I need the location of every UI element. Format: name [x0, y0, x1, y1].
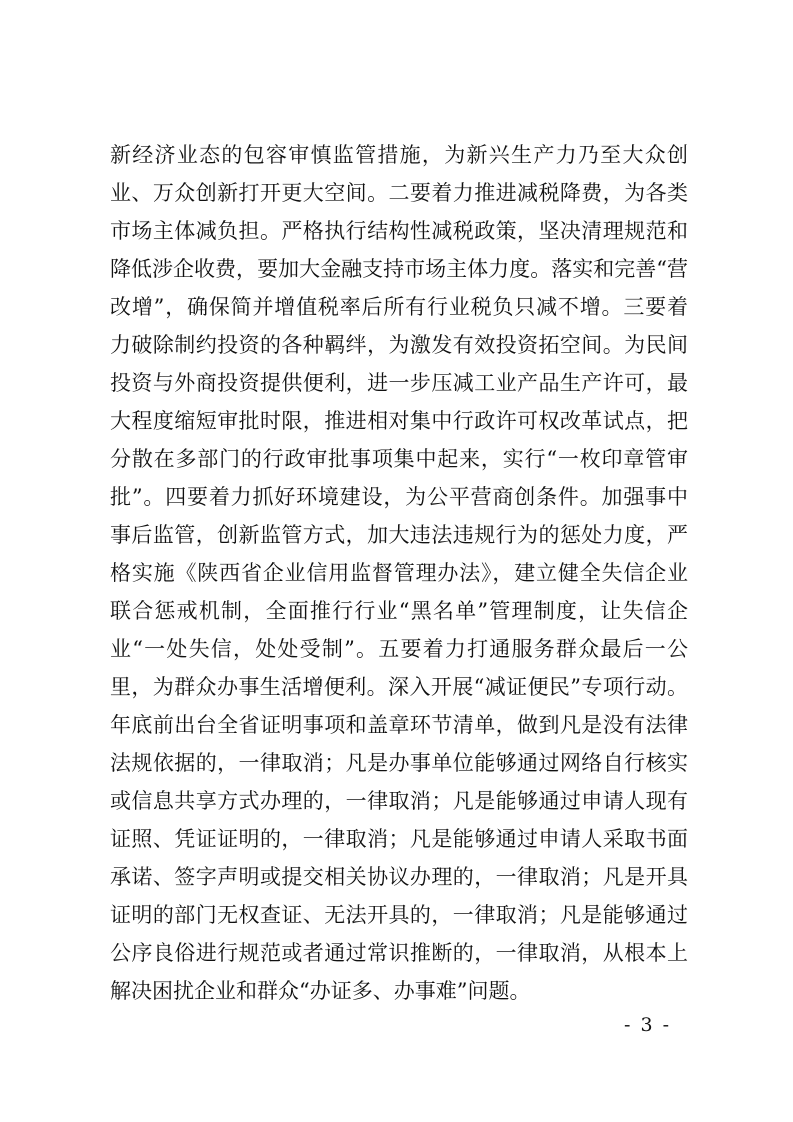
text-line: 投资与外商投资提供便利，进一步压减工业产品生产许可，最: [110, 371, 688, 395]
text-line: 事后监管，创新监管方式，加大违法违规行为的惩处力度，严: [110, 523, 688, 547]
text-line: 批”。四要着力抓好环境建设，为公平营商创条件。加强事中: [110, 485, 688, 509]
text-line: 证明的部门无权查证、无法开具的，一律取消；凡是能够通过: [110, 903, 688, 927]
text-line: 年底前出台全省证明事项和盖章环节清单，做到凡是没有法律: [110, 713, 688, 737]
text-line: 法规依据的，一律取消；凡是办事单位能够通过网络自行核实: [110, 751, 688, 775]
text-line: 分散在多部门的行政审批事项集中起来，实行“一枚印章管审: [110, 447, 688, 471]
text-line: 大程度缩短审批时限，推进相对集中行政许可权改革试点，把: [110, 409, 688, 433]
text-line: 力破除制约投资的各种羁绊，为激发有效投资拓空间。为民间: [110, 333, 688, 357]
text-line: 改增”，确保简并增值税率后所有行业税负只减不增。三要着: [110, 295, 688, 319]
text-line: 承诺、签字声明或提交相关协议办理的，一律取消；凡是开具: [110, 865, 688, 889]
text-line: 公序良俗进行规范或者通过常识推断的，一律取消，从根本上: [110, 941, 688, 965]
body-paragraph: [110, 136, 688, 1010]
text-line: 新经济业态的包容审慎监管措施，为新兴生产力乃至大众创: [110, 143, 688, 167]
text-line: 业“一处失信，处处受制”。五要着力打通服务群众最后一公: [110, 637, 688, 661]
text-line: 业、万众创新打开更大空间。二要着力推进减税降费，为各类: [110, 181, 688, 205]
text-line: 降低涉企收费，要加大金融支持市场主体力度。落实和完善“营: [110, 257, 688, 281]
text-line: 联合惩戒机制，全面推行行业“黑名单”管理制度，让失信企: [110, 599, 688, 623]
page-number: - 3 -: [624, 1014, 672, 1036]
text-line: 市场主体减负担。严格执行结构性减税政策，坚决清理规范和: [110, 219, 688, 243]
text-line: 格实施《陕西省企业信用监督管理办法》，建立健全失信企业: [110, 561, 688, 585]
text-line: 里，为群众办事生活增便利。深入开展“减证便民”专项行动。: [110, 675, 688, 699]
text-line: 或信息共享方式办理的，一律取消；凡是能够通过申请人现有: [110, 789, 688, 813]
text-line: 解决困扰企业和群众“办证多、办事难”问题。: [110, 979, 531, 1003]
text-line: 证照、凭证证明的，一律取消；凡是能够通过申请人采取书面: [110, 827, 688, 851]
